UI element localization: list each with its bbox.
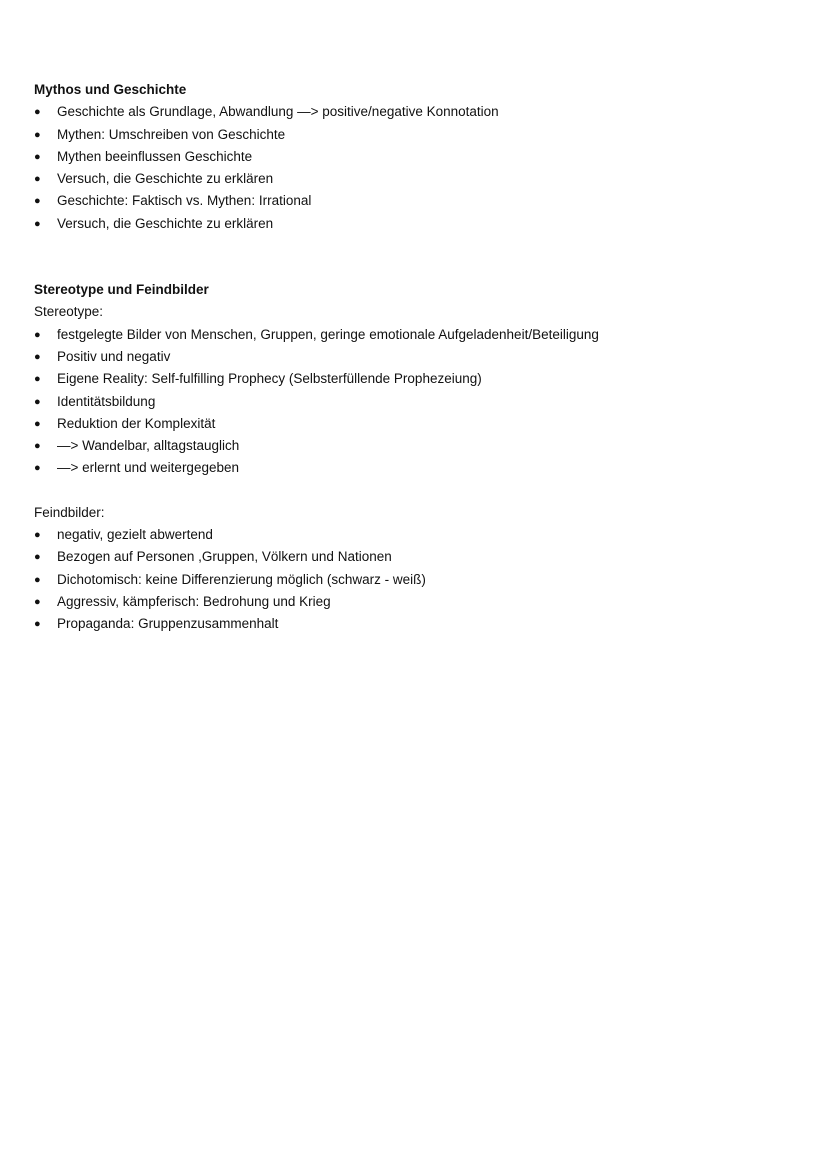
bullet-icon: ● [34,373,41,386]
bullet-icon: ● [34,529,41,542]
document-page [34,79,794,636]
list-item: ● —> Wandelbar, alltagstauglich [34,435,794,457]
bullet-icon: ● [34,106,41,119]
bullet-icon: ● [34,173,41,186]
spacer [34,235,794,279]
bullet-icon: ● [34,440,41,453]
list-item: ● Identitätsbildung [34,391,794,413]
section-heading-mythos: Mythos und Geschichte [34,82,187,97]
bullet-icon: ● [34,395,41,408]
feindbilder-list [34,524,794,635]
bullet-icon: ● [34,618,41,631]
stereotype-list [34,324,794,480]
spacer [34,480,794,502]
bullet-icon: ● [34,350,41,363]
bullet-icon: ● [34,328,41,341]
subheading-feindbilder: Feindbilder: [34,504,105,520]
bullet-icon: ● [34,551,41,564]
list-item: ● Versuch, die Geschichte zu erklären [34,168,794,190]
list-item: ● Aggressiv, kämpferisch: Bedrohung und Krieg [34,591,794,613]
bullet-icon: ● [34,128,41,141]
list-item: ● —> erlernt und weitergegeben [34,457,794,479]
bullet-icon: ● [34,462,41,475]
section-heading-stereotype: Stereotype und Feindbilder [34,282,209,298]
mythos-list [34,101,794,235]
list-item: ● negativ, gezielt abwertend [34,524,794,546]
list-item: ● Versuch, die Geschichte zu erklären [34,213,794,235]
bullet-icon: ● [34,217,41,230]
list-item: ● Bezogen auf Personen ,Gruppen, Völkern und Nationen [34,546,794,568]
list-item: ● Mythen: Umschreiben von Geschichte [34,124,794,146]
list-item: ● festgelegte Bilder von Menschen, Gruppen, geringe emotionale Aufgeladenheit/Beteiligung [34,324,794,346]
bullet-icon: ● [34,195,41,208]
list-item: ● Positiv und negativ [34,346,794,368]
list-item: ● Geschichte als Grundlage, Abwandlung —> positive/negative Konnotation [34,101,794,123]
bullet-icon: ● [34,573,41,586]
list-item: ● Eigene Reality: Self-fulfilling Prophecy (Selbsterfüllende Prophezeiung) [34,368,794,390]
list-item: ● Geschichte: Faktisch vs. Mythen: Irrational [34,190,794,212]
subheading-stereotype: Stereotype: [34,304,104,320]
bullet-icon: ● [34,595,41,608]
list-item: ● Propaganda: Gruppenzusammenhalt [34,613,794,635]
list-item: ● Mythen beeinflussen Geschichte [34,146,794,168]
list-item: ● Dichotomisch: keine Differenzierung möglich (schwarz - weiß) [34,569,794,591]
bullet-icon: ● [34,150,41,163]
bullet-icon: ● [34,417,41,430]
list-item: ● Reduktion der Komplexität [34,413,794,435]
